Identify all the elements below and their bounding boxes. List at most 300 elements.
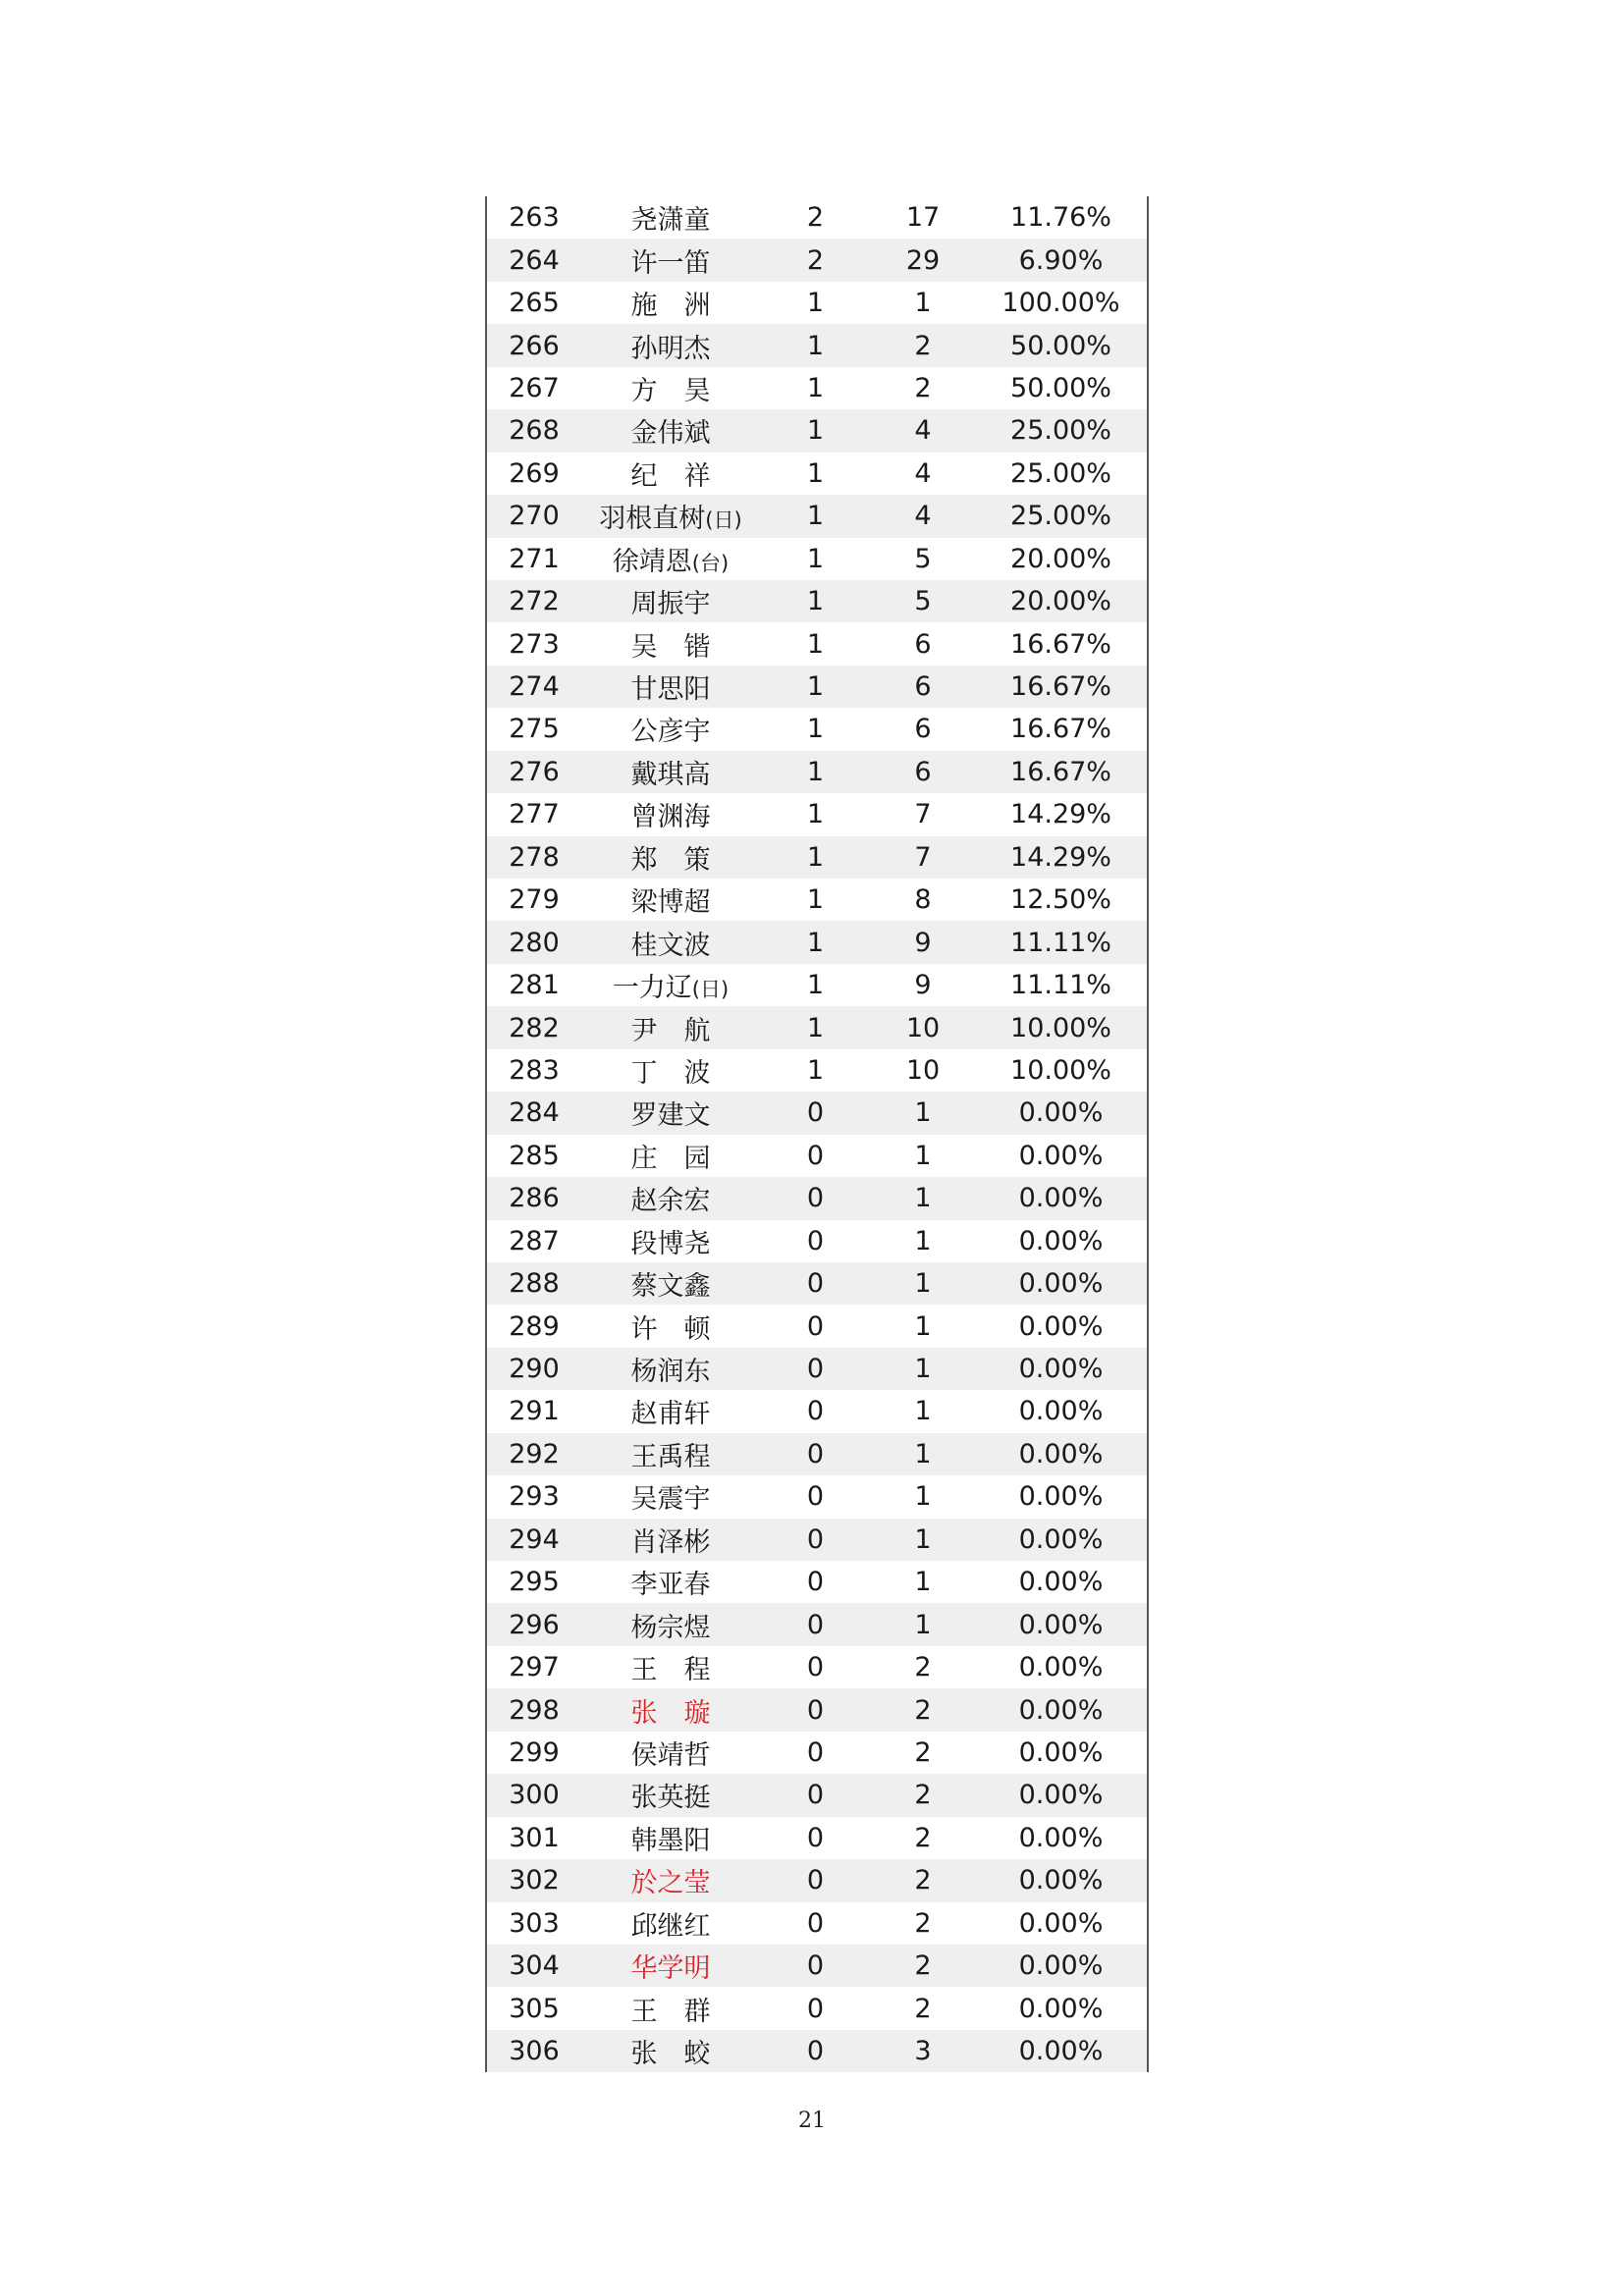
rank-cell: 296 — [509, 1609, 560, 1640]
table-row — [487, 1262, 1147, 1305]
games-cell: 29 — [905, 244, 941, 276]
games-cell: 2 — [914, 1865, 932, 1896]
win-rate-cell: 25.00% — [1010, 457, 1111, 489]
table-row — [487, 1348, 1147, 1390]
table-row — [487, 580, 1147, 622]
rank-cell: 289 — [509, 1310, 560, 1342]
player-name: 於之莹 — [630, 1868, 711, 1899]
win-rate-cell: 25.00% — [1010, 501, 1111, 532]
player-name-cell — [581, 838, 760, 877]
rank-cell: 276 — [509, 756, 560, 787]
wins-cell: 1 — [806, 714, 825, 745]
player-name: 赵余宏 — [630, 1186, 711, 1217]
win-rate-cell: 0.00% — [1018, 1609, 1104, 1640]
games-cell: 17 — [905, 202, 941, 234]
player-name-cell — [581, 1094, 760, 1132]
win-rate-cell: 11.76% — [1010, 202, 1111, 234]
games-cell: 1 — [914, 1140, 932, 1171]
wins-cell: 1 — [806, 841, 825, 873]
rank-cell: 291 — [509, 1396, 560, 1427]
games-cell: 2 — [914, 1950, 932, 1982]
wins-cell: 0 — [806, 1481, 825, 1513]
player-country-suffix: (日) — [705, 508, 742, 533]
player-name-cell — [581, 1137, 760, 1175]
player-name: 段博尧 — [630, 1228, 711, 1259]
table-row — [487, 1945, 1147, 1987]
table-row — [487, 1987, 1147, 2029]
win-rate-cell: 10.00% — [1010, 1054, 1111, 1086]
games-cell: 9 — [914, 970, 932, 1001]
win-rate-cell: 16.67% — [1010, 714, 1111, 745]
player-name: 梁博超 — [630, 887, 711, 919]
player-name: 侯靖哲 — [630, 1739, 711, 1771]
rank-cell: 299 — [509, 1736, 560, 1768]
player-name-cell — [581, 1350, 760, 1388]
rank-cell: 303 — [509, 1907, 560, 1939]
wins-cell: 1 — [806, 457, 825, 489]
player-name-cell — [581, 198, 760, 237]
wins-cell: 0 — [806, 1609, 825, 1640]
win-rate-cell: 20.00% — [1010, 586, 1111, 617]
wins-cell: 0 — [806, 1354, 825, 1385]
win-rate-cell: 0.00% — [1018, 1822, 1104, 1853]
wins-cell: 1 — [806, 628, 825, 660]
wins-cell: 1 — [806, 884, 825, 916]
table-row — [487, 836, 1147, 879]
rank-cell: 306 — [509, 2036, 560, 2067]
win-rate-cell: 6.90% — [1018, 244, 1104, 276]
player-name-cell — [581, 582, 760, 620]
games-cell: 10 — [905, 1054, 941, 1086]
table-row — [487, 1561, 1147, 1603]
rank-cell: 266 — [509, 330, 560, 361]
player-name: 李亚春 — [630, 1570, 711, 1601]
table-row — [487, 1519, 1147, 1561]
player-name: 羽根直树 — [599, 504, 706, 535]
player-name: 杨润东 — [630, 1357, 711, 1388]
rank-cell: 302 — [509, 1865, 560, 1896]
rank-cell: 281 — [509, 970, 560, 1001]
rank-cell: 305 — [509, 1993, 560, 2024]
player-name: 金伟斌 — [630, 418, 711, 450]
games-cell: 1 — [914, 1354, 932, 1385]
rank-cell: 298 — [509, 1694, 560, 1726]
table-row — [487, 239, 1147, 281]
wins-cell: 1 — [806, 586, 825, 617]
win-rate-cell: 0.00% — [1018, 1481, 1104, 1513]
table-row — [487, 1902, 1147, 1945]
player-name-cell — [581, 1563, 760, 1601]
wins-cell: 1 — [806, 372, 825, 403]
player-name: 王禹程 — [630, 1441, 711, 1472]
win-rate-cell: 0.00% — [1018, 1567, 1104, 1598]
rank-cell: 288 — [509, 1268, 560, 1300]
table-row — [487, 196, 1147, 239]
player-name-cell — [581, 1648, 760, 1686]
player-name-cell — [581, 1308, 760, 1346]
win-rate-cell: 16.67% — [1010, 756, 1111, 787]
player-name: 许一笛 — [630, 247, 711, 279]
player-name: 公彦宇 — [630, 717, 711, 748]
player-name-cell — [581, 1051, 760, 1090]
rank-cell: 290 — [509, 1354, 560, 1385]
table-row — [487, 324, 1147, 366]
table-row — [487, 1006, 1147, 1048]
win-rate-cell: 0.00% — [1018, 1652, 1104, 1683]
player-name-cell — [581, 2032, 760, 2070]
rank-cell: 282 — [509, 1012, 560, 1043]
wins-cell: 0 — [806, 1523, 825, 1555]
rank-cell: 293 — [509, 1481, 560, 1513]
games-cell: 4 — [914, 457, 932, 489]
games-cell: 1 — [914, 1609, 932, 1640]
wins-cell: 0 — [806, 1310, 825, 1342]
player-name-cell — [581, 710, 760, 748]
rank-cell: 297 — [509, 1652, 560, 1683]
player-name-cell — [581, 1264, 760, 1303]
table-row — [487, 1433, 1147, 1475]
table-row — [487, 1688, 1147, 1731]
games-cell: 4 — [914, 501, 932, 532]
player-name-cell — [581, 667, 760, 706]
win-rate-cell: 0.00% — [1018, 1523, 1104, 1555]
table-row — [487, 751, 1147, 793]
table-row — [487, 879, 1147, 921]
player-name-cell — [581, 411, 760, 450]
table-row — [487, 964, 1147, 1006]
games-cell: 1 — [914, 1097, 932, 1129]
games-cell: 6 — [914, 756, 932, 787]
player-name-cell — [581, 454, 760, 493]
wins-cell: 1 — [806, 543, 825, 574]
wins-cell: 0 — [806, 1950, 825, 1982]
player-name: 徐靖恩 — [612, 546, 692, 577]
player-name-cell — [581, 1990, 760, 2028]
games-cell: 6 — [914, 671, 932, 703]
player-name-cell — [581, 1222, 760, 1260]
player-name: 吴 锴 — [630, 631, 711, 663]
table-row — [487, 1177, 1147, 1219]
games-cell: 2 — [914, 1822, 932, 1853]
player-name-cell — [581, 369, 760, 407]
wins-cell: 1 — [806, 501, 825, 532]
win-rate-cell: 0.00% — [1018, 1396, 1104, 1427]
player-name-cell — [581, 241, 760, 280]
wins-cell: 0 — [806, 1822, 825, 1853]
win-rate-cell: 0.00% — [1018, 2036, 1104, 2067]
table-row — [487, 1390, 1147, 1432]
rank-cell: 295 — [509, 1567, 560, 1598]
wins-cell: 0 — [806, 1567, 825, 1598]
wins-cell: 1 — [806, 1012, 825, 1043]
player-name: 孙明杰 — [630, 333, 711, 364]
rank-cell: 304 — [509, 1950, 560, 1982]
player-name-cell — [581, 966, 760, 1004]
stats-table — [485, 196, 1149, 2072]
player-name-cell — [581, 1819, 760, 1857]
player-name-cell — [581, 327, 760, 365]
table-row — [487, 1817, 1147, 1859]
wins-cell: 0 — [806, 1865, 825, 1896]
player-name-cell — [581, 1521, 760, 1559]
wins-cell: 0 — [806, 1183, 825, 1214]
rank-cell: 294 — [509, 1523, 560, 1555]
player-name-cell — [581, 753, 760, 791]
games-cell: 8 — [914, 884, 932, 916]
win-rate-cell: 20.00% — [1010, 543, 1111, 574]
wins-cell: 0 — [806, 1736, 825, 1768]
rank-cell: 300 — [509, 1780, 560, 1811]
player-name-cell — [581, 881, 760, 919]
wins-cell: 1 — [806, 756, 825, 787]
rank-cell: 274 — [509, 671, 560, 703]
wins-cell: 0 — [806, 2036, 825, 2067]
table-row — [487, 409, 1147, 452]
player-name: 张 璇 — [630, 1697, 711, 1729]
win-rate-cell: 0.00% — [1018, 1780, 1104, 1811]
player-name: 吴震宇 — [630, 1484, 711, 1516]
win-rate-cell: 11.11% — [1010, 927, 1111, 958]
wins-cell: 0 — [806, 1396, 825, 1427]
rank-cell: 292 — [509, 1438, 560, 1469]
rank-cell: 275 — [509, 714, 560, 745]
games-cell: 9 — [914, 927, 932, 958]
table-row — [487, 793, 1147, 835]
games-cell: 4 — [914, 415, 932, 447]
table-row — [487, 1646, 1147, 1688]
player-name-cell — [581, 1392, 760, 1430]
player-name: 一力辽 — [612, 973, 692, 1004]
rank-cell: 279 — [509, 884, 560, 916]
games-cell: 2 — [914, 1652, 932, 1683]
rank-cell: 278 — [509, 841, 560, 873]
table-row — [487, 495, 1147, 537]
win-rate-cell: 0.00% — [1018, 1225, 1104, 1256]
table-row — [487, 921, 1147, 963]
player-name: 赵甫轩 — [630, 1399, 711, 1430]
win-rate-cell: 14.29% — [1010, 799, 1111, 830]
games-cell: 1 — [914, 1310, 932, 1342]
player-name-cell — [581, 625, 760, 664]
table-row — [487, 1049, 1147, 1092]
player-name: 纪 祥 — [630, 460, 711, 492]
player-name-cell — [581, 1435, 760, 1473]
table-row — [487, 666, 1147, 708]
rank-cell: 273 — [509, 628, 560, 660]
player-name: 韩墨阳 — [630, 1825, 711, 1856]
win-rate-cell: 50.00% — [1010, 330, 1111, 361]
games-cell: 2 — [914, 330, 932, 361]
wins-cell: 1 — [806, 927, 825, 958]
games-cell: 7 — [914, 799, 932, 830]
games-cell: 2 — [914, 1907, 932, 1939]
player-name: 许 顿 — [630, 1313, 711, 1345]
rank-cell: 301 — [509, 1822, 560, 1853]
win-rate-cell: 12.50% — [1010, 884, 1111, 916]
player-name-cell — [581, 924, 760, 962]
games-cell: 1 — [914, 1183, 932, 1214]
wins-cell: 1 — [806, 799, 825, 830]
win-rate-cell: 0.00% — [1018, 1736, 1104, 1768]
wins-cell: 0 — [806, 1993, 825, 2024]
player-name-cell — [581, 1691, 760, 1730]
games-cell: 2 — [914, 1780, 932, 1811]
win-rate-cell: 16.67% — [1010, 671, 1111, 703]
rank-cell: 264 — [509, 244, 560, 276]
wins-cell: 0 — [806, 1140, 825, 1171]
win-rate-cell: 0.00% — [1018, 1438, 1104, 1469]
wins-cell: 2 — [806, 202, 825, 234]
table-row — [487, 1092, 1147, 1134]
player-name: 桂文波 — [630, 930, 711, 961]
rank-cell: 263 — [509, 202, 560, 234]
games-cell: 2 — [914, 1736, 932, 1768]
rank-cell: 272 — [509, 586, 560, 617]
win-rate-cell: 0.00% — [1018, 1865, 1104, 1896]
games-cell: 10 — [905, 1012, 941, 1043]
player-name-cell — [581, 1606, 760, 1644]
player-name: 尧潇童 — [630, 205, 711, 237]
games-cell: 1 — [914, 1268, 932, 1300]
win-rate-cell: 0.00% — [1018, 1140, 1104, 1171]
wins-cell: 1 — [806, 1054, 825, 1086]
win-rate-cell: 0.00% — [1018, 1183, 1104, 1214]
rank-cell: 270 — [509, 501, 560, 532]
rank-cell: 265 — [509, 288, 560, 319]
player-name: 罗建文 — [630, 1100, 711, 1132]
table-row — [487, 367, 1147, 409]
player-name: 施 洲 — [630, 291, 711, 322]
games-cell: 1 — [914, 1567, 932, 1598]
player-name: 周振宇 — [630, 589, 711, 620]
table-row — [487, 1732, 1147, 1774]
win-rate-cell: 0.00% — [1018, 1268, 1104, 1300]
games-cell: 6 — [914, 628, 932, 660]
table-row — [487, 538, 1147, 580]
player-name: 杨宗煜 — [630, 1612, 711, 1643]
win-rate-cell: 16.67% — [1010, 628, 1111, 660]
player-name: 戴琪高 — [630, 759, 711, 790]
games-cell: 1 — [914, 1523, 932, 1555]
rank-cell: 284 — [509, 1097, 560, 1129]
rank-cell: 269 — [509, 457, 560, 489]
win-rate-cell: 100.00% — [1001, 288, 1120, 319]
win-rate-cell: 50.00% — [1010, 372, 1111, 403]
player-name: 王 程 — [630, 1655, 711, 1686]
player-name: 华学明 — [630, 1953, 711, 1985]
games-cell: 6 — [914, 714, 932, 745]
games-cell: 1 — [914, 1396, 932, 1427]
player-name-cell — [581, 1776, 760, 1814]
player-name-cell — [581, 1179, 760, 1217]
games-cell: 1 — [914, 288, 932, 319]
player-name: 丁 波 — [630, 1057, 711, 1089]
table-row — [487, 282, 1147, 324]
wins-cell: 1 — [806, 415, 825, 447]
table-row — [487, 2030, 1147, 2072]
player-name-cell — [581, 1009, 760, 1047]
table-row — [487, 1135, 1147, 1177]
player-name: 庄 园 — [630, 1143, 711, 1174]
rank-cell: 287 — [509, 1225, 560, 1256]
win-rate-cell: 10.00% — [1010, 1012, 1111, 1043]
wins-cell: 0 — [806, 1694, 825, 1726]
player-name: 张 蛟 — [630, 2039, 711, 2070]
rank-cell: 283 — [509, 1054, 560, 1086]
wins-cell: 1 — [806, 671, 825, 703]
wins-cell: 1 — [806, 288, 825, 319]
rank-cell: 277 — [509, 799, 560, 830]
games-cell: 1 — [914, 1225, 932, 1256]
games-cell: 2 — [914, 372, 932, 403]
wins-cell: 2 — [806, 244, 825, 276]
win-rate-cell: 0.00% — [1018, 1950, 1104, 1982]
win-rate-cell: 0.00% — [1018, 1907, 1104, 1939]
player-name: 尹 航 — [630, 1015, 711, 1046]
player-name-cell — [581, 497, 760, 535]
player-name-cell — [581, 1947, 760, 1985]
table-row — [487, 622, 1147, 665]
player-name-cell — [581, 540, 760, 578]
player-name-cell — [581, 284, 760, 322]
games-cell: 1 — [914, 1481, 932, 1513]
win-rate-cell: 0.00% — [1018, 1310, 1104, 1342]
games-cell: 3 — [914, 2036, 932, 2067]
player-name: 甘思阳 — [630, 674, 711, 706]
rank-cell: 286 — [509, 1183, 560, 1214]
table-row — [487, 1305, 1147, 1347]
games-cell: 2 — [914, 1993, 932, 2024]
player-country-suffix: (台) — [691, 551, 730, 575]
table-row — [487, 1475, 1147, 1518]
win-rate-cell: 0.00% — [1018, 1993, 1104, 2024]
games-cell: 5 — [914, 586, 932, 617]
wins-cell: 0 — [806, 1652, 825, 1683]
page-number: 21 — [798, 2109, 826, 2133]
player-name: 郑 策 — [630, 844, 711, 876]
player-name: 蔡文鑫 — [630, 1271, 711, 1303]
games-cell: 2 — [914, 1694, 932, 1726]
wins-cell: 0 — [806, 1225, 825, 1256]
table-row — [487, 1774, 1147, 1816]
table-row — [487, 453, 1147, 495]
player-name: 邱继红 — [630, 1910, 711, 1942]
wins-cell: 0 — [806, 1438, 825, 1469]
table-row — [487, 708, 1147, 750]
wins-cell: 1 — [806, 330, 825, 361]
player-name-cell — [581, 795, 760, 833]
table-row — [487, 1859, 1147, 1901]
win-rate-cell: 14.29% — [1010, 841, 1111, 873]
games-cell: 5 — [914, 543, 932, 574]
wins-cell: 0 — [806, 1268, 825, 1300]
wins-cell: 0 — [806, 1780, 825, 1811]
wins-cell: 0 — [806, 1097, 825, 1129]
player-name-cell — [581, 1477, 760, 1516]
win-rate-cell: 25.00% — [1010, 415, 1111, 447]
player-name-cell — [581, 1734, 760, 1772]
win-rate-cell: 11.11% — [1010, 970, 1111, 1001]
player-name: 方 昊 — [630, 375, 711, 406]
wins-cell: 0 — [806, 1907, 825, 1939]
win-rate-cell: 0.00% — [1018, 1354, 1104, 1385]
rank-cell: 285 — [509, 1140, 560, 1171]
games-cell: 7 — [914, 841, 932, 873]
table-row — [487, 1603, 1147, 1645]
table-row — [487, 1220, 1147, 1262]
player-name: 王 群 — [630, 1996, 711, 2027]
player-name: 肖泽彬 — [630, 1526, 711, 1558]
